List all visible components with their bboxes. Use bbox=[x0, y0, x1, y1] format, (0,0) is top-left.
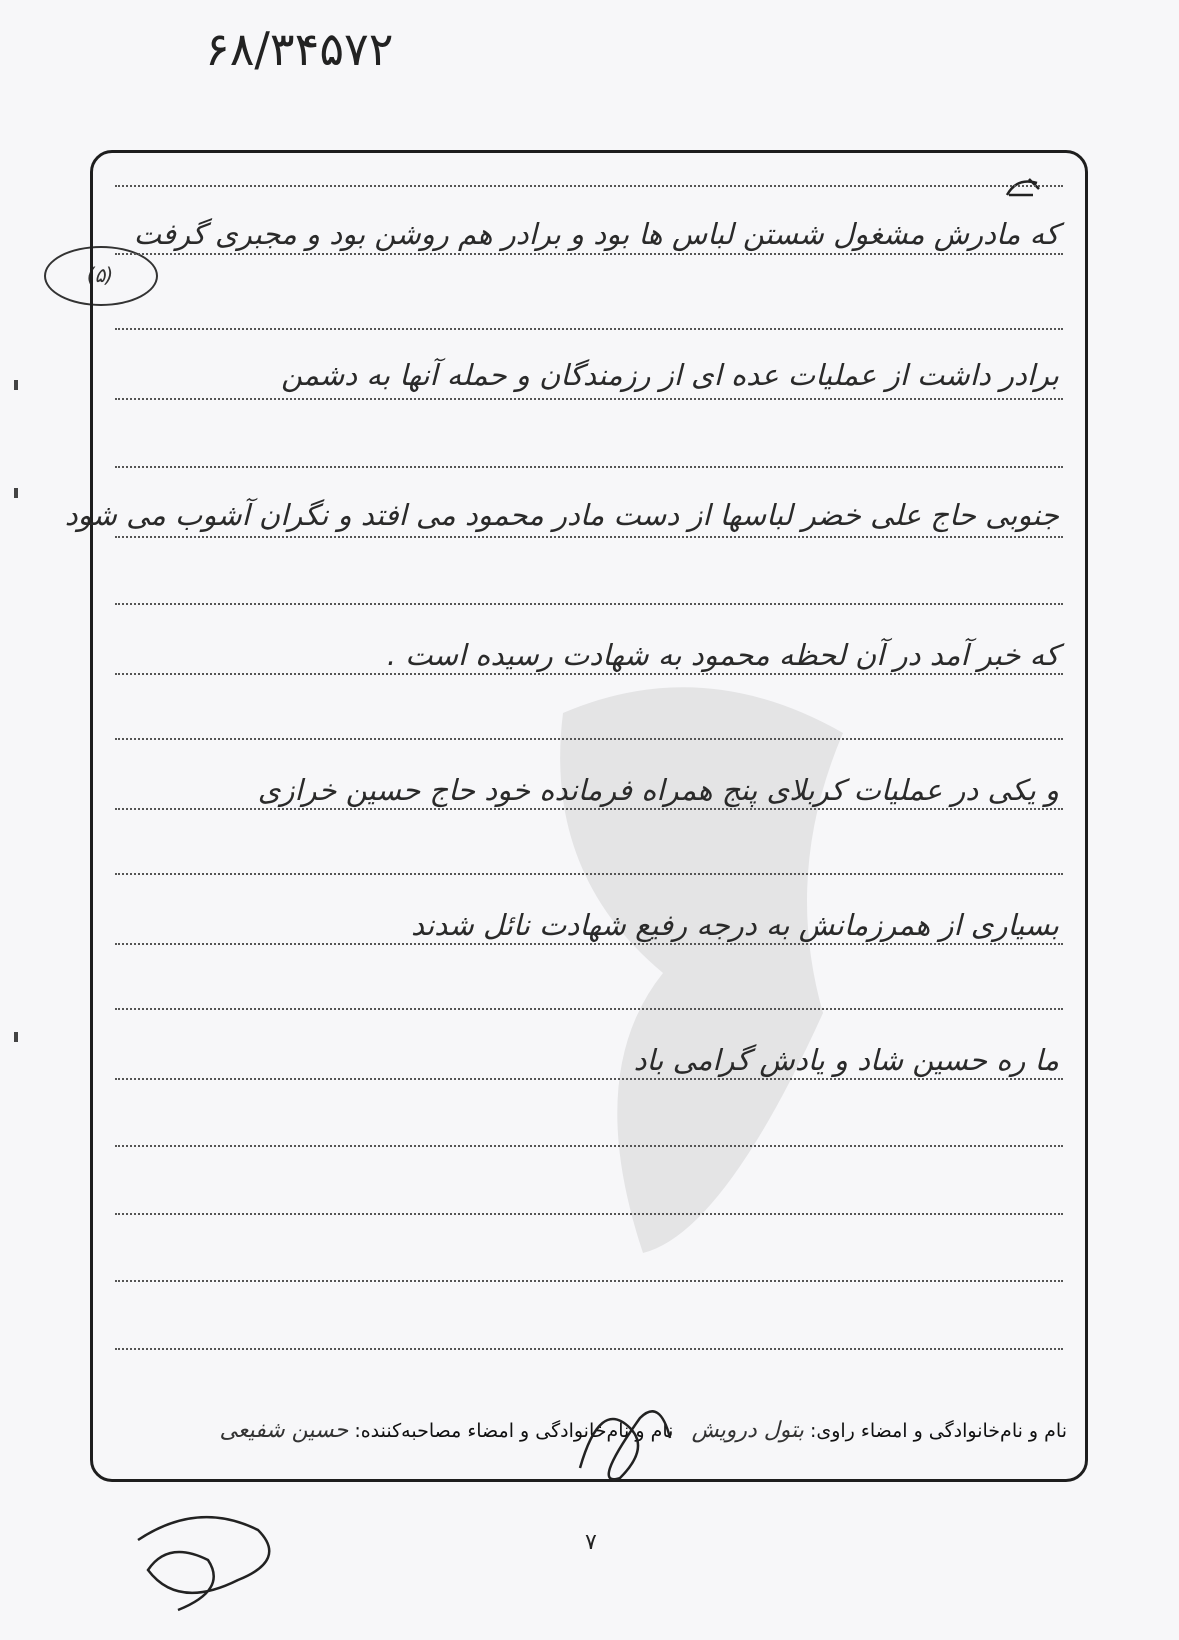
narrator-name: بتول درویش bbox=[691, 1418, 804, 1443]
emblem-watermark bbox=[523, 673, 883, 1273]
handwritten-signature bbox=[118, 1500, 288, 1620]
ruled-line bbox=[115, 603, 1063, 605]
ruled-line bbox=[115, 673, 1063, 675]
margin-mark bbox=[14, 488, 18, 498]
ruled-line bbox=[115, 1348, 1063, 1350]
ruled-line bbox=[115, 253, 1063, 255]
ruled-line bbox=[115, 943, 1063, 945]
ruled-line bbox=[115, 1280, 1063, 1282]
handwritten-line: که خبر آمد در آن لحظه محمود به شهادت رسیده است . bbox=[386, 638, 1059, 672]
interviewer-label: نام و نام‌خانوادگی و امضاء مصاحبه‌کننده: bbox=[354, 1420, 674, 1442]
ruled-line bbox=[115, 398, 1063, 400]
ruled-line bbox=[115, 738, 1063, 740]
interviewer-name: حسین شفیعی bbox=[219, 1418, 349, 1443]
interviewer-signature bbox=[560, 1378, 690, 1498]
ruled-line bbox=[115, 466, 1063, 468]
ruled-line bbox=[115, 185, 1063, 187]
handwritten-line: برادر داشت از عملیات عده ای از رزمندگان و حمله آنها به دشمن bbox=[281, 358, 1059, 392]
handwritten-line: ما ره حسین شاد و یادش گرامی باد bbox=[633, 1043, 1059, 1077]
form-frame bbox=[64, 150, 1088, 1482]
margin-note: (۵) bbox=[86, 263, 114, 287]
ruled-line bbox=[115, 808, 1063, 810]
ruled-line bbox=[115, 536, 1063, 538]
margin-mark bbox=[14, 1032, 18, 1042]
handwritten-line: جنوبی حاج علی خضر لباسها از دست مادر محمود می افتد و نگران آشوب می شود bbox=[64, 498, 1059, 532]
narrator-label: نام و نام‌خانوادگی و امضاء راوی: bbox=[809, 1420, 1067, 1442]
pen-icon bbox=[1003, 175, 1043, 201]
ruled-line bbox=[115, 1078, 1063, 1080]
handwritten-line: بسیاری از همرزمانش به درجه رفیع شهادت نائل شدند bbox=[410, 908, 1059, 942]
page-number: ۷ bbox=[585, 1530, 597, 1555]
ruled-line bbox=[115, 1213, 1063, 1215]
margin-mark bbox=[14, 380, 18, 390]
ruled-line bbox=[115, 873, 1063, 875]
handwritten-line: و یکی در عملیات کربلای پنج همراه فرمانده خود حاج حسین خرازی bbox=[257, 773, 1059, 807]
document-number: ۶۸/۳۴۵۷۲ bbox=[205, 22, 394, 76]
ruled-line bbox=[115, 1008, 1063, 1010]
handwritten-line: که مادرش مشغول شستن لباس ها بود و برادر هم روشن بود و مجبری گرفت bbox=[133, 217, 1059, 251]
ruled-line bbox=[115, 328, 1063, 330]
ruled-line bbox=[115, 1145, 1063, 1147]
